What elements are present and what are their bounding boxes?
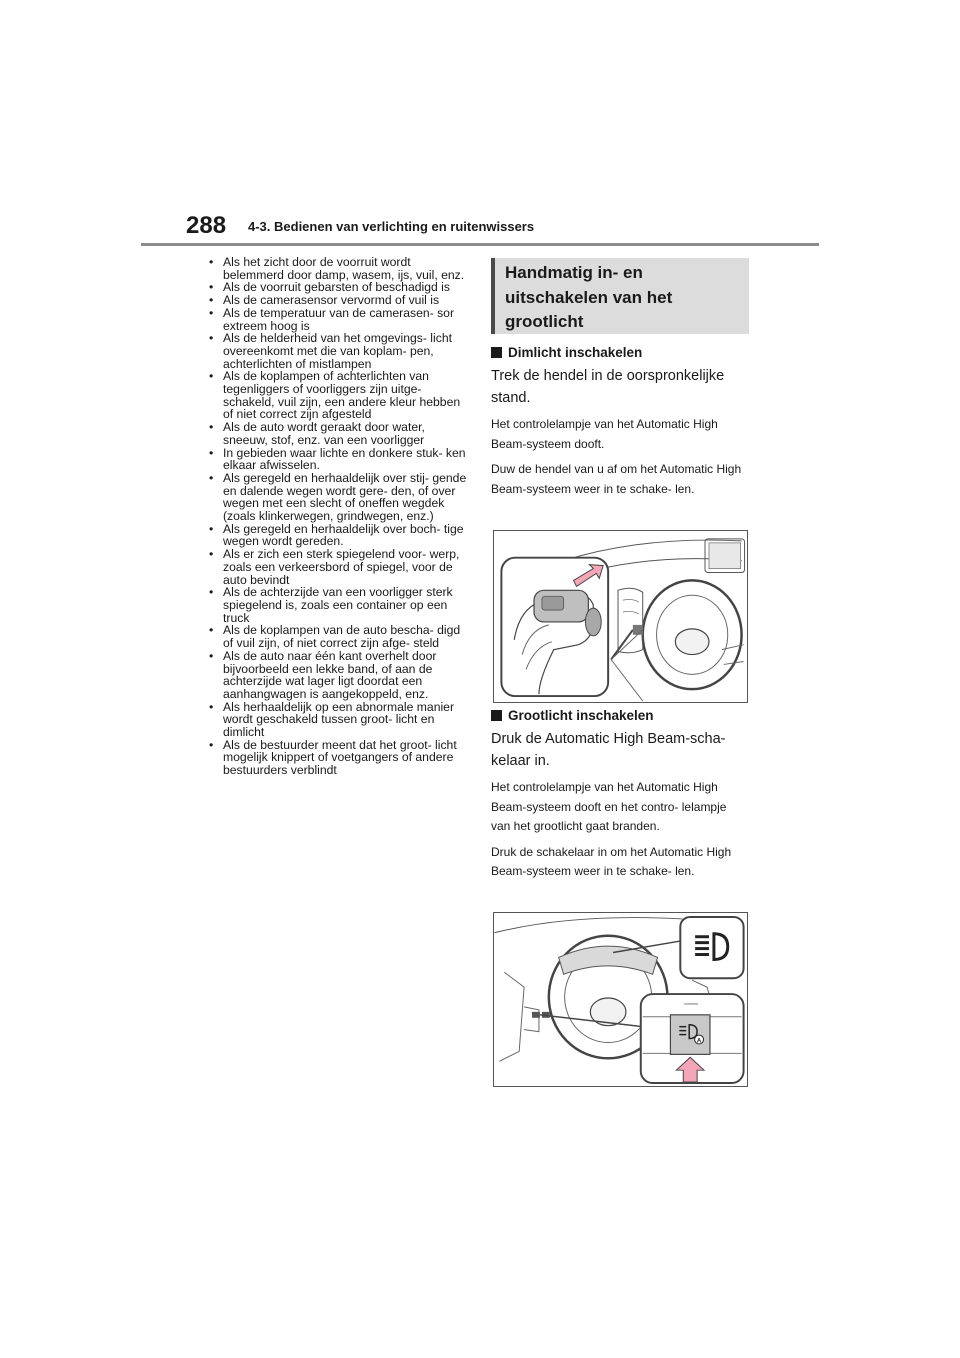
list-item: • Als de auto wordt geraakt door water, sneeuw, stof, enz. van een voorligger <box>208 421 470 446</box>
list-item: • Als de temperatuur van de camerasen- sor extreem hoog is <box>208 307 470 332</box>
list-item: • Als de bestuurder meent dat het groot- licht mogelijk knippert of voetgangers of andere bestuurders verblindt <box>208 739 470 777</box>
lever-illustration <box>493 530 748 703</box>
list-item: • Als geregeld en herhaaldelijk over stij- gende en dalende wegen wordt gere- den, of over wegen met een slecht of oneffen wegdek (zoals klinkerwegen, grindwegen, enz.) <box>208 472 470 523</box>
list-item: • Als de achterzijde van een voorligger sterk spiegelend is, zoals een container op een truck <box>208 586 470 624</box>
svg-text:A: A <box>696 1037 702 1045</box>
list-item: • Als het zicht door de voorruit wordt belemmerd door damp, wasem, ijs, vuil, enz. <box>208 256 470 281</box>
grootlicht-block <box>491 708 749 882</box>
grootlicht-instruction: Druk de Automatic High Beam-scha- kelaar in. <box>491 731 726 769</box>
list-item: • Als de helderheid van het omgevings- licht overeenkomt met die van koplam- pen, achterlichten of mistlampen <box>208 332 470 370</box>
dimlicht-heading-text: Dimlicht inschakelen <box>508 345 643 360</box>
list-item: • In gebieden waar lichte en donkere stuk- ken elkaar afwisselen. <box>208 447 470 472</box>
list-item: • Als geregeld en herhaaldelijk over boch- tige wegen wordt gereden. <box>208 523 470 548</box>
square-bullet-icon <box>491 347 502 358</box>
square-bullet-icon <box>491 710 502 721</box>
auto-high-beam-button-icon <box>670 1015 710 1055</box>
section-heading-box <box>491 258 749 334</box>
switch-illustration-svg <box>494 913 747 1086</box>
dimlicht-heading <box>491 345 749 360</box>
list-item: • Als de camerasensor vervormd of vuil is <box>208 294 470 307</box>
list-item: • Als herhaaldelijk op een abnormale manier wordt geschakeld tussen groot- licht en dimlicht <box>208 701 470 739</box>
section-title-line: Handmatig in- en <box>505 263 643 282</box>
list-item: • Als de koplampen of achterlichten van tegenliggers of voorliggers zijn uitge- schakeld, vuil zijn, een andere kleur hebben of niet correct zijn afgesteld <box>208 370 470 421</box>
list-item: • Als er zich een sterk spiegelend voor- werp, zoals een verkeersbord of spiegel, voor de auto bevindt <box>208 548 470 586</box>
chapter-title: 4-3. Bedienen van verlichting en ruitenwissers <box>248 219 535 234</box>
conditions-bullet-list <box>208 256 470 777</box>
dimlicht-note: Duw de hendel van u af om het Automatic High Beam-systeem weer in te schake- len. <box>491 462 742 496</box>
dimlicht-block <box>491 345 749 499</box>
grootlicht-note: Het controlelampje van het Automatic High Beam-systeem dooft en het contro- lelampje van het grootlicht gaat branden. <box>491 780 727 833</box>
grootlicht-heading <box>491 708 749 723</box>
switch-illustration <box>493 912 748 1087</box>
list-item: • Als de koplampen van de auto bescha- digd of vuil zijn, of niet correct zijn afge- steld <box>208 624 470 649</box>
page-number: 288 <box>186 212 227 239</box>
header-divider <box>141 243 819 246</box>
list-item: • Als de voorruit gebarsten of beschadigd is <box>208 281 470 294</box>
lever-illustration-svg <box>494 531 747 702</box>
dimlicht-instruction: Trek de hendel in de oorspronkelijke stand. <box>491 368 725 406</box>
section-title-line: uitschakelen van het <box>505 287 673 307</box>
section-title-line: grootlicht <box>505 312 584 331</box>
dimlicht-note: Het controlelampje van het Automatic High Beam-systeem dooft. <box>491 417 718 451</box>
list-item: • Als de auto naar één kant overhelt door bijvoorbeeld een lekke band, of aan de achterzijde wat lager ligt doordat een aanhangwagen is aangekoppeld, enz. <box>208 650 470 701</box>
grootlicht-heading-text: Grootlicht inschakelen <box>508 708 654 723</box>
grootlicht-note: Druk de schakelaar in om het Automatic High Beam-systeem weer in te schake- len. <box>491 844 732 878</box>
